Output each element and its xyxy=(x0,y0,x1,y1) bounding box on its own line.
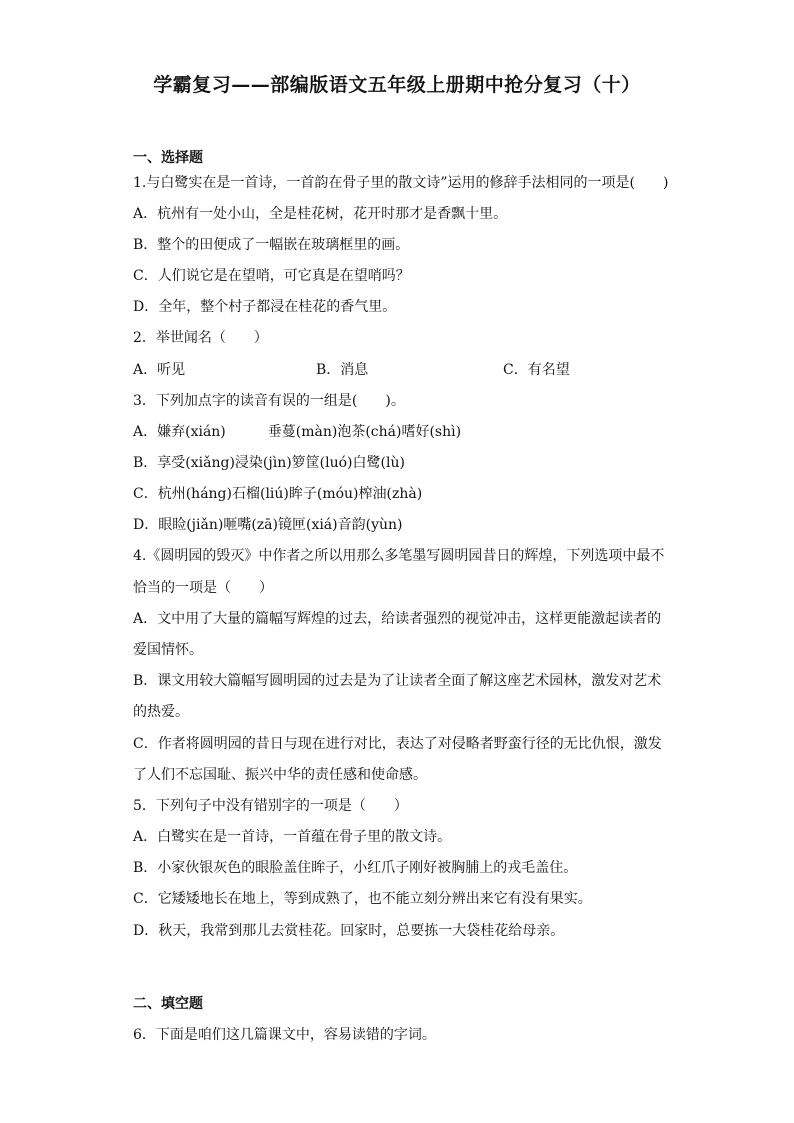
question-3-option-c: C．杭州(háng)石榴(liú)眸子(móu)榨油(zhà) xyxy=(133,486,423,502)
question-3-option-d: D．眼睑(jiǎn)咂嘴(zā)镜匣(xiá)音韵(yùn) xyxy=(133,517,403,533)
question-3-option-a: A．嫌弃(xián) 垂蔓(màn)泡茶(chá)嗜好(shì) xyxy=(133,424,462,440)
question-4-stem: 4.《圆明园的毁灭》中作者之所以用那么多笔墨写圆明园昔日的辉煌，下列选项中最不 xyxy=(133,548,665,564)
question-5-option-c: C．它矮矮地长在地上，等到成熟了，也不能立刻分辨出来它有没有果实。 xyxy=(133,891,592,907)
question-2-stem: 2．举世闻名（ ） xyxy=(133,330,268,346)
question-4-option-c-continued: 了人们不忘国耻、振兴中华的责任感和使命感。 xyxy=(133,767,427,783)
question-4-option-a: A．文中用了大量的篇幅写辉煌的过去，给读者强烈的视觉冲击，这样更能激起读者的 xyxy=(133,611,662,627)
question-5-stem: 5．下列句子中没有错别字的一项是（ ） xyxy=(133,798,408,814)
question-4-option-c: C．作者将圆明园的昔日与现在进行对比，表达了对侵略者野蛮行径的无比仇恨，激发 xyxy=(133,736,662,752)
question-3-stem: 3．下列加点字的读音有误的一组是( )。 xyxy=(133,393,405,409)
question-4-option-a-continued: 爱国情怀。 xyxy=(133,642,203,658)
question-5-option-a: A．白鹭实在是一首诗，一首蕴在骨子里的散文诗。 xyxy=(133,829,452,845)
question-1-option-b: B．整个的田便成了一幅嵌在玻璃框里的画。 xyxy=(133,237,410,253)
question-4-option-b: B．课文用较大篇幅写圆明园的过去是为了让读者全面了解这座艺术园林，激发对艺术 xyxy=(133,673,662,689)
page-title: 学霸复习——部编版语文五年级上册期中抢分复习（十） xyxy=(153,74,641,96)
question-4-option-b-continued: 的热爱。 xyxy=(133,704,189,720)
section-heading-fill-in: 二、填空题 xyxy=(133,996,203,1012)
question-3-option-b: B．享受(xiǎng)浸染(jìn)箩筐(luó)白鹭(lù) xyxy=(133,455,405,471)
question-2-option-a: A．听见 xyxy=(133,362,186,378)
question-2-option-b: B．消息 xyxy=(316,362,369,378)
question-4-stem-continued: 恰当的一项是（ ） xyxy=(133,580,273,596)
question-5-option-b: B．小家伙银灰色的眼脸盖住眸子，小红爪子刚好被胸脯上的戎毛盖住。 xyxy=(133,860,578,876)
section-heading-choice: 一、选择题 xyxy=(133,150,203,166)
question-1-stem: 1.与白鹭实在是一首诗，一首韵在骨子里的散文诗”运用的修辞手法相同的一项是( ) xyxy=(133,175,669,191)
question-1-option-c: C．人们说它是在望哨，可它真是在望哨吗？ xyxy=(133,268,410,284)
question-2-option-c: C．有名望 xyxy=(503,362,570,378)
question-1-option-a: A．杭州有一处小山，全是桂花树，花开时那才是香飘十里。 xyxy=(133,206,508,222)
question-5-option-d: D．秋天，我常到那儿去赏桂花。回家时，总要拣一大袋桂花给母亲。 xyxy=(133,923,565,939)
question-6-stem: 6．下面是咱们这几篇课文中，容易读错的字词。 xyxy=(133,1027,436,1043)
question-1-option-d: D．全年，整个村子都浸在桂花的香气里。 xyxy=(133,299,397,315)
